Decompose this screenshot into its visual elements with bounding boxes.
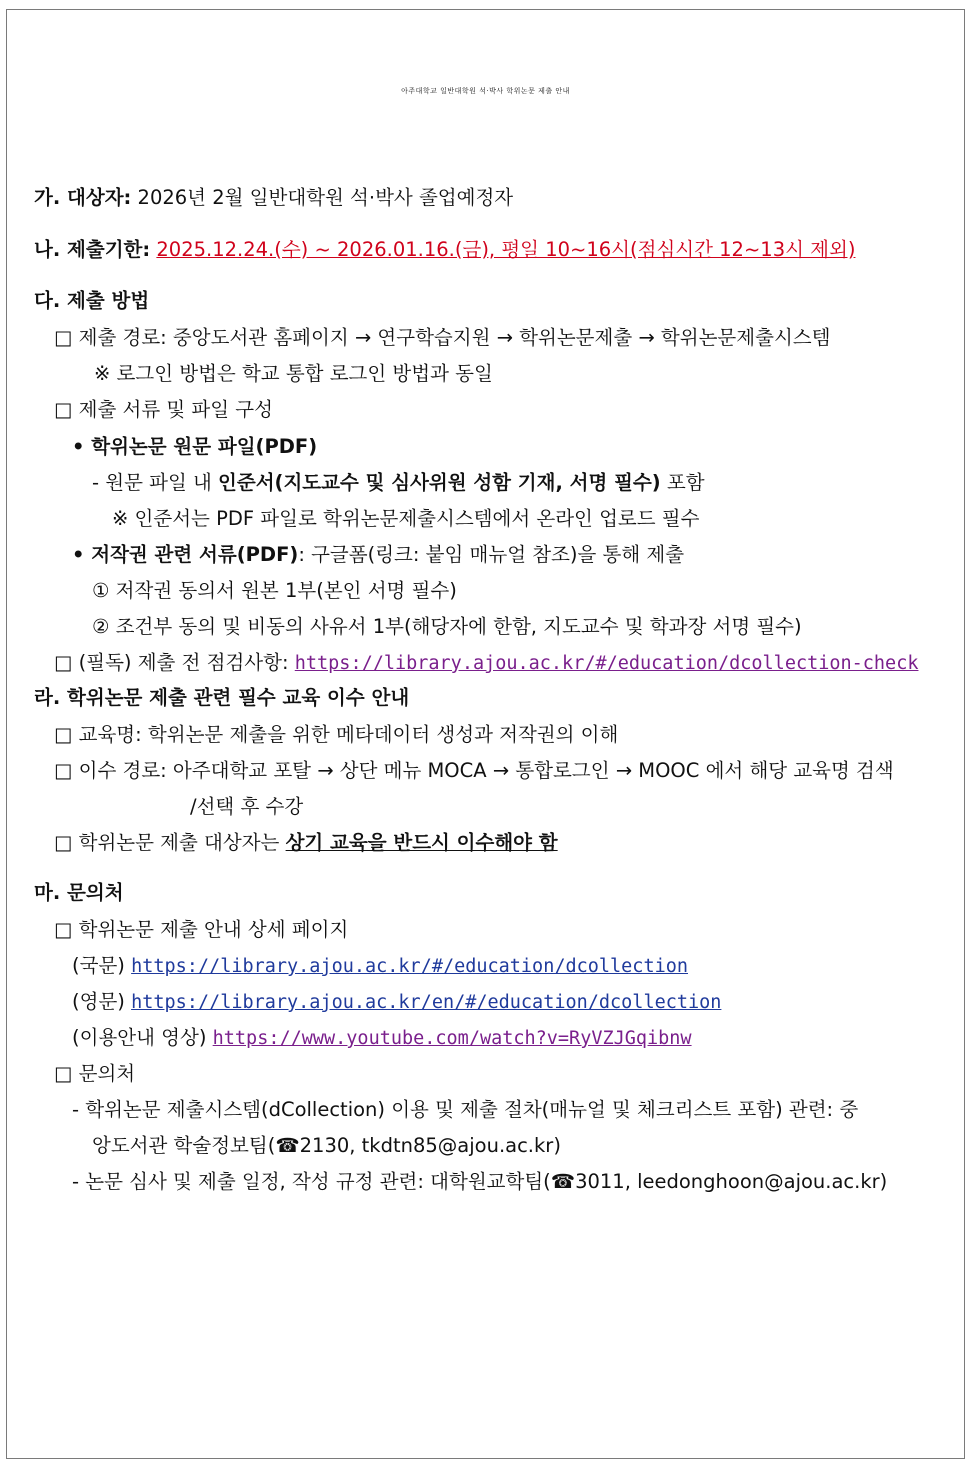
contact-library-1: - 학위논문 제출시스템(dCollection) 이용 및 제출 절차(매뉴얼 및 체크리스트 포함) 관련: 중 xyxy=(72,1098,859,1121)
thesis-file-bullet: • 학위논문 원문 파일(PDF) xyxy=(72,435,318,458)
copyright-item-1: ① 저작권 동의서 원본 1부(본인 서명 필수) xyxy=(92,579,457,602)
target-text: 2026년 2월 일반대학원 석·박사 졸업예정자 xyxy=(137,186,514,209)
must-complete-bold: 상기 교육을 반드시 이수해야 함 xyxy=(285,831,558,854)
course-path-cont: /선택 후 수강 xyxy=(190,795,304,818)
deadline-text: 2025.12.24.(수) ~ 2026.01.16.(금), 평일 10~16시(점심시간 12~13시 제외) xyxy=(156,238,856,261)
contact-grad-office: - 논문 심사 및 제출 일정, 작성 규정 관련: 대학원교학팀(☎3011, leedonghoon@ajou.ac.kr) xyxy=(72,1170,888,1193)
deadline-line xyxy=(34,238,855,262)
approval-post: 포함 xyxy=(660,471,705,494)
approval-bold: 인준서(지도교수 및 심사위원 성함 기재, 서명 필수) xyxy=(218,471,661,494)
english-label: (영문) xyxy=(72,990,132,1013)
submit-route: □ 제출 경로: 중앙도서관 홈페이지 → 연구학습지원 → 학위논문제출 → 학위논문제출시스템 xyxy=(54,326,831,349)
korean-link-line xyxy=(72,954,688,979)
detail-page-item: □ 학위논문 제출 안내 상세 페이지 xyxy=(54,918,349,941)
copyright-bullet-rest: : 구글폼(링크: 붙임 매뉴얼 참조)을 통해 제출 xyxy=(298,543,685,566)
page-title: 아주대학교 일반대학원 석·박사 학위논문 제출 안내 xyxy=(401,87,570,95)
education-heading: 라. 학위논문 제출 관련 필수 교육 이수 안내 xyxy=(34,686,410,709)
approval-line xyxy=(92,471,705,495)
method-heading: 다. 제출 방법 xyxy=(34,289,150,312)
korean-label: (국문) xyxy=(72,954,132,977)
video-link-line xyxy=(72,1026,692,1051)
checklist-label: □ (필독) 제출 전 점검사항: xyxy=(54,651,295,674)
target-line xyxy=(34,186,513,210)
deadline-label: 나. 제출기한: xyxy=(34,238,151,261)
course-name: □ 교육명: 학위논문 제출을 위한 메타데이터 생성과 저작권의 이해 xyxy=(54,723,619,746)
approval-pre: - 원문 파일 내 xyxy=(92,471,219,494)
approval-note: ※ 인준서는 PDF 파일로 학위논문제출시스템에서 온라인 업로드 필수 xyxy=(112,507,700,530)
copyright-bullet xyxy=(72,543,684,567)
english-link-line xyxy=(72,990,721,1015)
course-path: □ 이수 경로: 아주대학교 포탈 → 상단 메뉴 MOCA → 통합로그인 → MOOC 에서 해당 교육명 검색 xyxy=(54,759,894,782)
video-label: (이용안내 영상) xyxy=(72,1026,213,1049)
contact-heading: 마. 문의처 xyxy=(34,881,124,904)
docs-item: □ 제출 서류 및 파일 구성 xyxy=(54,398,273,421)
target-label: 가. 대상자: xyxy=(34,186,132,209)
must-complete-line xyxy=(54,831,558,855)
korean-link[interactable]: https://library.ajou.ac.kr/#/education/dcollection xyxy=(131,956,688,977)
english-link[interactable]: https://library.ajou.ac.kr/en/#/education/dcollection xyxy=(131,992,722,1013)
must-complete-pre: □ 학위논문 제출 대상자는 xyxy=(54,831,286,854)
login-note: ※ 로그인 방법은 학교 통합 로그인 방법과 동일 xyxy=(94,362,493,385)
contact-library-2: 앙도서관 학술정보팀(☎2130, tkdtn85@ajou.ac.kr) xyxy=(92,1134,561,1157)
video-link[interactable]: https://www.youtube.com/watch?v=RyVZJGqibnw xyxy=(212,1028,692,1049)
contact-item: □ 문의처 xyxy=(54,1062,136,1085)
checklist-line xyxy=(54,651,918,676)
copyright-item-2: ② 조건부 동의 및 비동의 사유서 1부(해당자에 한함, 지도교수 및 학과장 서명 필수) xyxy=(92,615,802,638)
checklist-link[interactable]: https://library.ajou.ac.kr/#/education/dcollection-check xyxy=(294,653,919,674)
copyright-bullet-bold: • 저작권 관련 서류(PDF) xyxy=(72,543,299,566)
